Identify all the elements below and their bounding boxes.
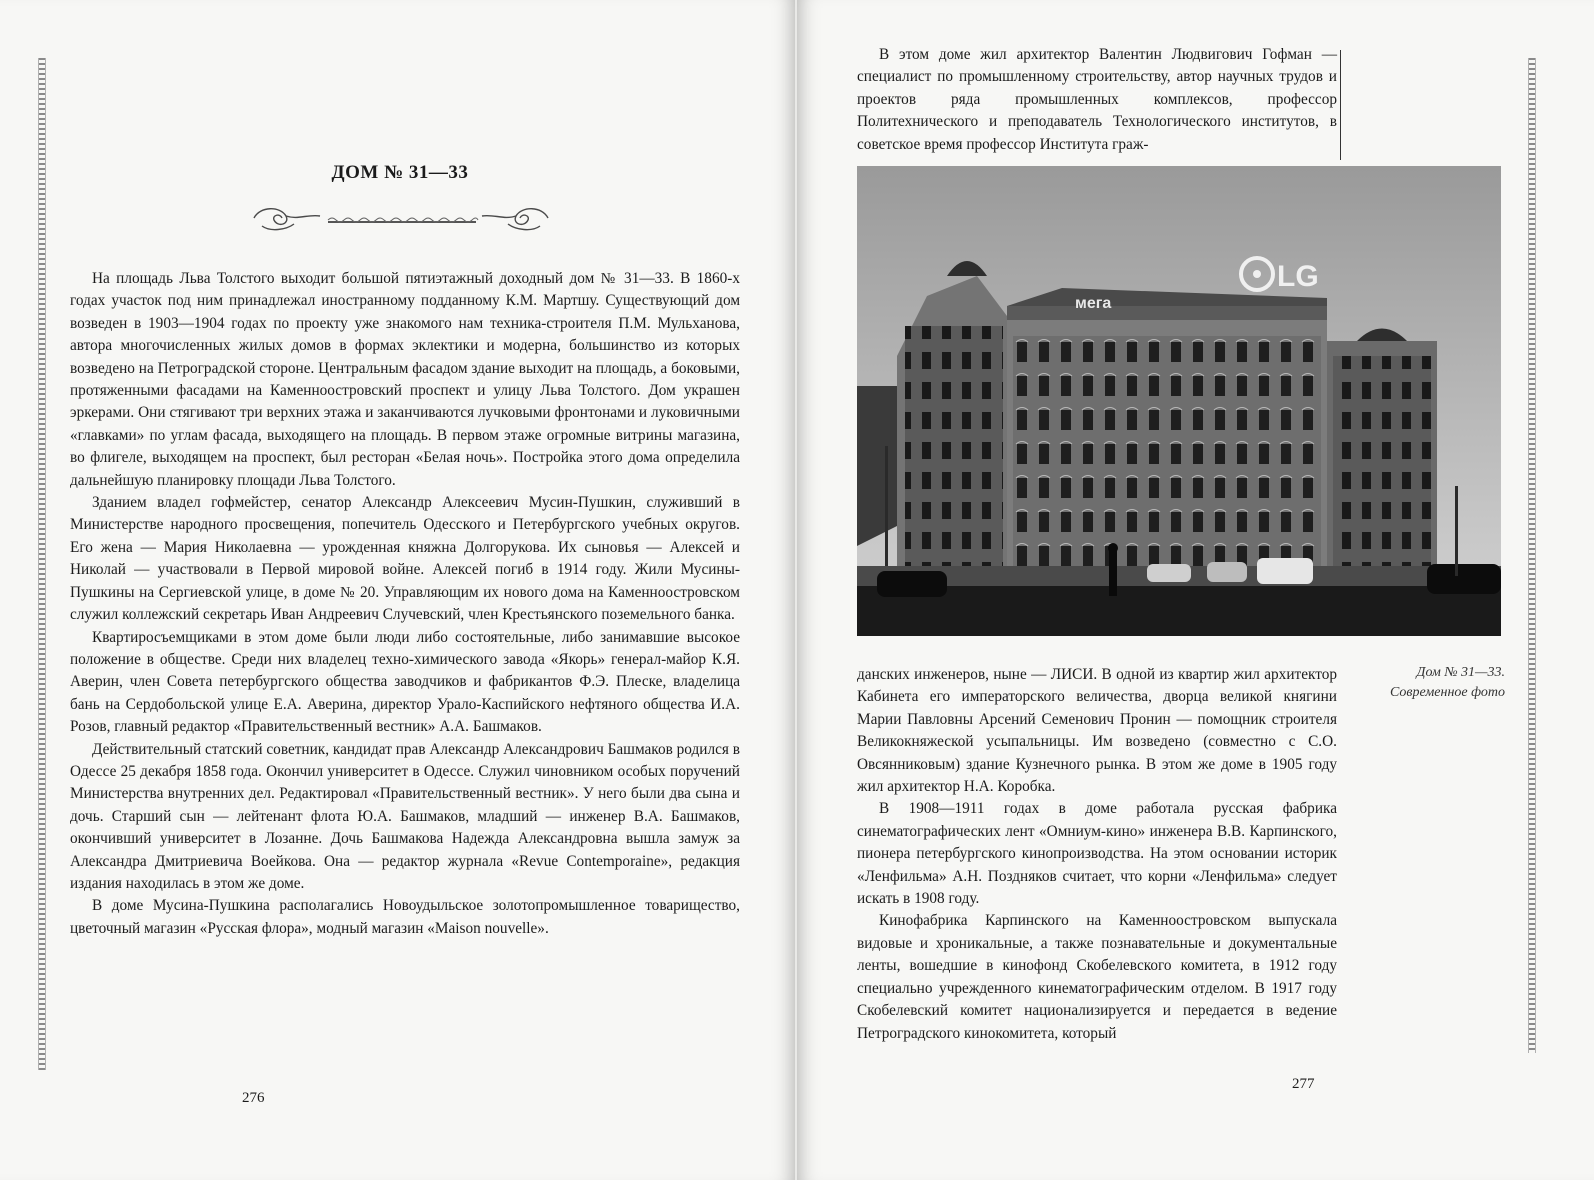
paragraph: Действительный статский советник, кандидат прав Александр Александрович Башмаков родился в Одессе 25 декабря 1858 года. Окончил университет в Одессе. Служил чиновником особых поручений Министерства внутренних дел. Редактировал «Правительственный вестник». У него были два сына и дочь. Старший сын — лейтенант флота Ю.А. Башмаков, младший — инженер В.А. Башмаков, окончивший университет в Лозанне. Дочь Башмакова Надежда Александровна вышла замуж за Александра Дмитриевича Воейкова. Она — редактор журнала «Revue Contemporaine», редакция издания находилась в этом же доме. (70, 740, 740, 892)
photo-sign-lg: LG (1277, 260, 1319, 293)
building-photo (857, 166, 1501, 636)
paragraph: На площадь Льва Толстого выходит большой пятиэтажный доходный дом № 31—33. В 1860-х годах участок под ним принадлежал иностранному подданному К.М. Мартшу. Существующий дом возведен в 1903—1904 годах по проекту уже знакомого нам техника-строителя П.М. Мульханова, автора многочисленных жилых домов в формах эклектики и модерна, большинство из которых возведено на Петроградской стороне. Центральным фасадом здание выходит на площадь, а боковыми, протяженными фасадами на Каменноостровский проспект и улицу Льва Толстого. Дом украшен эркерами. Они стягивают три верхних этажа и заканчиваются лучковыми фронтонами и луковичными «главками» по углам фасада, выходящего на площадь. В первом этаже огромные витрины магазина, во флигеле, выходящем на проспект, был ресторан «Белая ночь». Постройка этого дома определила дальнейшую планировку площади Льва Толстого. (70, 270, 740, 489)
paragraph: В 1908—1911 годах в доме работала русская фабрика синематографических лент «Омниум-кино» инженера В.В. Карпинского, пионера петербургского кинопроизводства. На этом основании историк «Ленфильма» А.Н. Поздняков считает, что корни «Ленфильма» следует искать в 1908 году. (857, 800, 1337, 908)
page-number-right: 277 (1292, 1076, 1315, 1092)
right-page (797, 0, 1594, 1180)
building-photo-image (857, 166, 1501, 636)
paragraph: Зданием владел гофмейстер, сенатор Александр Алексеевич Мусин-Пушкин, служивший в Министерстве народного просвещения, попечитель Одесского и Петербургского учебных округов. Его жена — Мария Николаевна — урожденная княжна Долгорукова. Их сыновья — Алексей и Николай — участвовали в Первой мировой войне. Алексей погиб в 1914 году. Жили Мусины-Пушкины на Сергиевской улице, в доме № 20. Управляющим их нового дома на Каменноостровском служил коллежский секретарь Иван Андреевич Случевский, член Крестьянского поземельного банка. (70, 494, 740, 624)
paragraph: данских инженеров, ныне — ЛИСИ. В одной из квартир жил архитектор Кабинета его императорского величества, дворца великой княгини Марии Павловны Арсений Семенович Пронин — помощник строителя Великокняжеской усыпальницы. Им возведено (совместно с С.О. Овсянниковым) здание Кузнечного рынка. В этом же доме в 1905 году жил архитектор Н.А. Коробка. (857, 666, 1337, 796)
paragraph: Кинофабрика Карпинского на Каменноостровском выпускала видовые и хроникальные, а также познавательные и документальные ленты, вошедшие в кинофонд Скобелевского комитета, в 1912 году специально учрежденного кинематографическим отделом. В 1917 году Скобелевский комитет национализируется и передается в ведение Петроградского кинокомитета, который (857, 912, 1337, 1042)
paragraph: В этом доме жил архитектор Валентин Людвигович Гофман — специалист по промышленному строительству, автор научных трудов и проектов ряда промышленных комплексов, профессор Политехнического и преподаватель Технологического институтов, в советское время профессор Института граж- (857, 46, 1337, 153)
page-number-left: 276 (242, 1090, 265, 1106)
left-page (0, 0, 795, 1180)
chapter-title: ДОМ № 31—33 (331, 162, 469, 183)
right-ornament-border (1528, 58, 1536, 1053)
flourish-ornament-icon (246, 202, 556, 234)
left-page-text (70, 268, 740, 940)
left-ornament-border (38, 58, 46, 1070)
right-page-bottom-text (857, 664, 1337, 1045)
paragraph: В доме Мусина-Пушкина располагались Новоудыльское золотопромышленное товарищество, цветочный магазин «Русская флора», модный магазин «Maison nouvelle». (70, 897, 740, 937)
paragraph: Квартиросъемщиками в этом доме были люди либо состоятельные, либо занимавшие высокое положение в обществе. Среди них владелец техно-химического завода «Якорь» генерал-майор К.Я. Аверин, член Совета петербургского общества заводчиков и фабрикантов Ф.Э. Плеске, владелица бань на Сердобольской улице Е.А. Аверина, директор Урало-Каспийского нефтяного общества И.А. Розов, главный редактор «Правительственный вестник» А.А. Башмаков. (70, 628, 740, 736)
photo-sign-mega: мега (1075, 295, 1112, 312)
photo-caption: Дом № 31—33. Современное фото (1390, 665, 1505, 700)
right-page-top-text (857, 44, 1337, 156)
column-rule (1340, 50, 1341, 160)
